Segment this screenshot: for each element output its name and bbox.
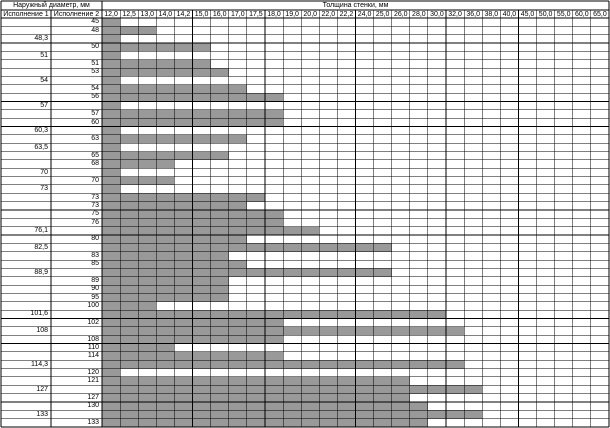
diameter-variant-2: 90 — [91, 285, 99, 293]
diameter-variant-1: 48,3 — [34, 35, 48, 43]
thickness-column-header: 50,0 — [538, 10, 553, 18]
diameter-variant-1: 63,5 — [34, 143, 48, 151]
thickness-column-header: 45,0 — [520, 10, 535, 18]
diameter-variant-2: 73 — [91, 193, 99, 201]
diameter-variant-2: 73 — [91, 201, 99, 209]
thickness-column-header: 60,0 — [575, 10, 589, 18]
diameter-variant-2: 48 — [91, 26, 99, 34]
diameter-variant-2: 114 — [87, 352, 99, 360]
diameter-variant-2: 110 — [87, 343, 99, 351]
grid-lines — [1, 1, 609, 427]
diameter-variant-2: 75 — [91, 210, 99, 218]
diameter-variant-2: 133 — [87, 418, 99, 426]
diameter-variant-2: 95 — [91, 293, 99, 301]
thickness-column-header: 12,5 — [122, 10, 136, 18]
thickness-column-header: 25,0 — [375, 10, 390, 18]
thickness-column-header: 26,0 — [393, 10, 408, 18]
diameter-variant-1: 101,6 — [30, 310, 48, 318]
diameter-variant-1: 51 — [40, 51, 48, 59]
thickness-column-header: 20,0 — [303, 10, 318, 18]
diameter-variant-2: 102 — [87, 318, 99, 326]
diameter-variant-2: 127 — [87, 393, 99, 401]
diameter-variant-2: 65 — [91, 151, 99, 159]
thickness-column-header: 14,2 — [176, 10, 191, 18]
diameter-variant-2: 51 — [91, 60, 99, 68]
thickness-column-header: 55,0 — [556, 10, 571, 18]
diameter-variant-2: 60 — [91, 118, 99, 126]
thickness-column-header: 28,0 — [412, 10, 426, 18]
diameter-variant-2: 120 — [87, 368, 99, 376]
diameter-variant-1: 57 — [40, 101, 48, 109]
diameter-variant-1: 133 — [36, 410, 48, 418]
diameter-variant-2: 54 — [91, 85, 99, 93]
thickness-column-header: 14,0 — [158, 10, 173, 18]
variant-2-header: Исполнение 2 — [53, 10, 100, 18]
thickness-column-header: 24,0 — [357, 10, 372, 18]
thickness-column-header: 22,0 — [321, 10, 336, 18]
diameter-variant-1: 88,9 — [34, 268, 48, 276]
thickness-column-header: 38,0 — [484, 10, 499, 18]
thickness-column-header: 17,5 — [249, 10, 263, 18]
diameter-variant-2: 57 — [91, 110, 99, 118]
thickness-column-header: 65,0 — [593, 10, 607, 18]
diameter-variant-2: 108 — [87, 335, 99, 343]
diameter-variant-1: 70 — [40, 168, 48, 176]
thickness-column-header: 13,0 — [140, 10, 155, 18]
thickness-column-header: 36,0 — [466, 10, 480, 18]
diameter-variant-2: 121 — [87, 377, 99, 385]
diameter-variant-1: 60,3 — [34, 126, 48, 134]
diameter-variant-2: 89 — [91, 277, 99, 285]
thickness-column-header: 12,0 — [104, 10, 118, 18]
thickness-column-header: 30,0 — [430, 10, 444, 18]
diameter-variant-2: 80 — [91, 235, 99, 243]
diameter-variant-2: 70 — [91, 176, 99, 184]
diameter-variant-2: 85 — [91, 260, 99, 268]
diameter-variant-1: 54 — [40, 76, 48, 84]
thickness-column-header: 18,0 — [267, 10, 281, 18]
wall-thickness-table — [1, 1, 609, 427]
diameter-variant-1: 127 — [36, 385, 48, 393]
thickness-column-header: 15,0 — [194, 10, 209, 18]
diameter-variant-1: 114,3 — [31, 360, 48, 368]
diameter-variant-2: 68 — [91, 160, 99, 168]
thickness-column-header: 16,0 — [212, 10, 227, 18]
variant-1-header: Исполнение 1 — [3, 10, 49, 18]
thickness-column-header: 22,2 — [339, 10, 354, 18]
diameter-variant-2: 45 — [91, 18, 99, 26]
thickness-column-header: 17,0 — [230, 10, 245, 18]
diameter-variant-2: 130 — [87, 402, 99, 410]
diameter-variant-1: 108 — [36, 327, 48, 335]
diameter-variant-2: 83 — [91, 252, 99, 260]
thickness-column-header: 40,0 — [502, 10, 517, 18]
diameter-variant-1: 82,5 — [34, 243, 48, 251]
thickness-column-header: 19,0 — [285, 10, 299, 18]
diameter-variant-1: 73 — [40, 185, 48, 193]
diameter-variant-2: 56 — [91, 93, 99, 101]
diameter-variant-2: 100 — [87, 302, 99, 310]
thickness-column-header: 32,0 — [448, 10, 462, 18]
diameter-variant-2: 53 — [91, 68, 99, 76]
wall-thickness-header: Толщина стенки, мм — [322, 2, 389, 9]
diameter-variant-2: 76 — [91, 218, 99, 226]
diameter-variant-2: 50 — [91, 43, 99, 51]
diameter-variant-2: 63 — [91, 135, 99, 143]
outer-diameter-header: Наружный диаметр, мм — [13, 2, 90, 9]
diameter-variant-1: 76,1 — [34, 227, 48, 235]
